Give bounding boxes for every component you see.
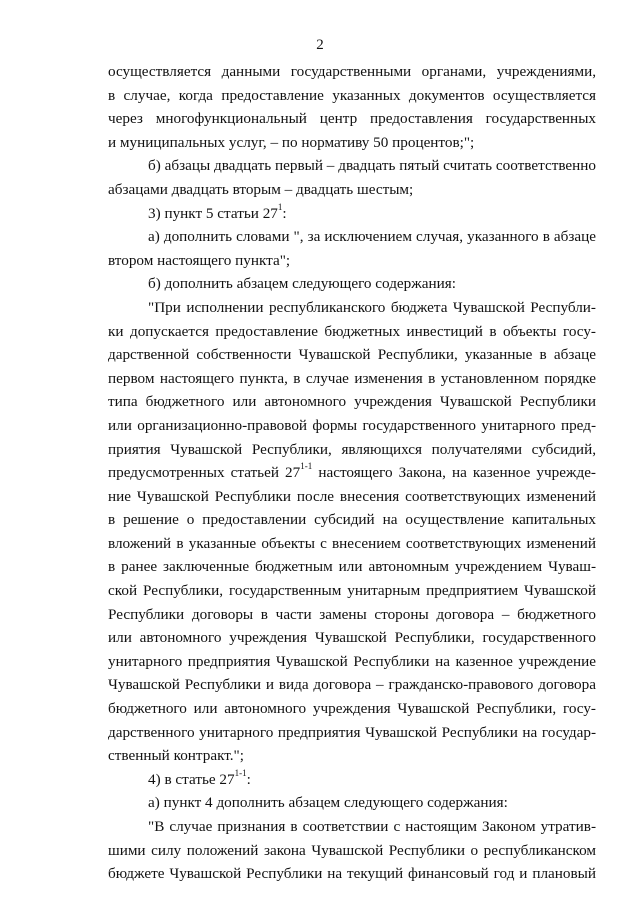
text-line [108,249,596,273]
superscript: 1-1 [300,461,313,472]
text-line-content: дарственной собственности Чувашской Республики, указанные в абзаце [108,346,596,364]
superscript: 1-1 [234,767,247,778]
text-line-content: а) пункт 4 дополнить абзацем следующего содержания: [148,794,508,812]
text-line-content: втором настоящего пункта"; [108,251,291,269]
text-line [108,579,596,603]
text-line-content: дарственного унитарного предприятия Чувашской Республики на государ- [108,723,596,741]
text-line-content: вложений в указанные объекты с внесением соответствующих изменений [108,534,596,552]
text-line-content: и муниципальных услуг, – по нормативу 50 процентов;"; [108,133,475,151]
text-line-content: ки допускается предоставление бюджетных инвестиций в объекты госу- [108,322,596,340]
text-line [108,839,596,863]
text-line-content: 4) в статье 27 [148,770,235,788]
text-line [108,532,596,556]
text-line [108,603,596,627]
text-line-content: приятия Чувашской Республики, являющихся получателями субсидий, [108,440,596,458]
page-number: 2 [316,37,324,53]
text-line-content: Чувашской Республики и вида договора – гражданско-правового договора [108,676,596,694]
text-line-content: через многофункциональный центр предоставления государственных [108,110,596,128]
text-line-content: бюджете Чувашской Республики на текущий финансовый год и плановый [108,865,596,883]
text-line-content: унитарного предприятия Чувашской Республики на казенное учреждение [108,652,596,670]
superscript: 1 [277,201,283,212]
text-line [108,461,596,485]
text-line [108,650,596,674]
text-line-content: б) дополнить абзацем следующего содержания: [148,275,456,293]
text-line-content: "В случае признания в соответствии с настоящим Законом утратив- [148,818,596,835]
text-line [108,485,596,509]
text-line [108,272,596,296]
text-line [108,673,596,697]
document-body [108,60,596,886]
text-line [108,60,596,84]
text-line [108,815,596,839]
text-line-continuation: : [246,770,251,788]
text-line-content: в ранее заключенные бюджетным или автономным учреждением Чуваш- [108,558,596,576]
text-line [108,225,596,249]
text-line [108,555,596,579]
text-line [108,343,596,367]
text-line [108,438,596,462]
text-line-content: первом настоящего пункта, в случае изменения в установленном порядке [108,369,596,387]
text-line [108,320,596,344]
text-line-content: предусмотренных статьей 27 [108,464,301,482]
text-line-content: ние Чувашской Республики после внесения соответствующих изменений [108,487,596,505]
text-line [108,84,596,108]
text-line-content: в решение о предоставлении субсидий на осуществление капитальных [108,511,596,529]
text-line-content: а) дополнить словами ", за исключением случая, указанного в абзаце [148,228,596,246]
text-line-content: шими силу положений закона Чувашской Республики о республиканском [108,841,596,859]
text-line [108,390,596,414]
text-line [108,414,596,438]
text-line-content: 3) пункт 5 статьи 27 [148,204,278,222]
text-line [108,131,596,155]
text-line-content: или автономного учреждения Чувашской Республики, государственного [108,629,596,647]
text-line [108,768,596,792]
text-line [108,697,596,721]
text-line [108,367,596,391]
text-line-content: ственный контракт."; [108,747,244,765]
text-line [108,296,596,320]
text-line [108,626,596,650]
text-line [108,862,596,886]
text-line-content: Республики договоры в части замены стороны договора – бюджетного [108,605,596,623]
text-line-continuation: настоящего Закона, на казенное учрежде- [312,464,596,482]
text-line [108,721,596,745]
text-line-content: абзацами двадцать вторым – двадцать шестым; [108,180,414,198]
text-line-content: или организационно-правовой формы государственного унитарного пред- [108,416,596,434]
text-line [108,791,596,815]
text-line-content: ской Республики, государственным унитарным предприятием Чувашской [108,582,596,600]
text-line-content: б) абзацы двадцать первый – двадцать пятый считать соответственно [148,157,596,175]
text-line [108,154,596,178]
text-line [108,202,596,226]
text-line-continuation: : [282,204,287,222]
text-line [108,107,596,131]
text-line [108,508,596,532]
text-line [108,178,596,202]
text-line-content: бюджетного или автономного учреждения Чувашской Республики, госу- [108,700,596,718]
text-line-content: в случае, когда предоставление указанных документов осуществляется [108,86,596,104]
text-line-content: "При исполнении республиканского бюджета Чувашской Республи- [148,298,596,316]
text-line-content: осуществляется данными государственными органами, учреждениями, [108,63,596,80]
text-line-content: типа бюджетного или автономного учреждения Чувашской Республики [108,393,596,411]
text-line [108,744,596,768]
